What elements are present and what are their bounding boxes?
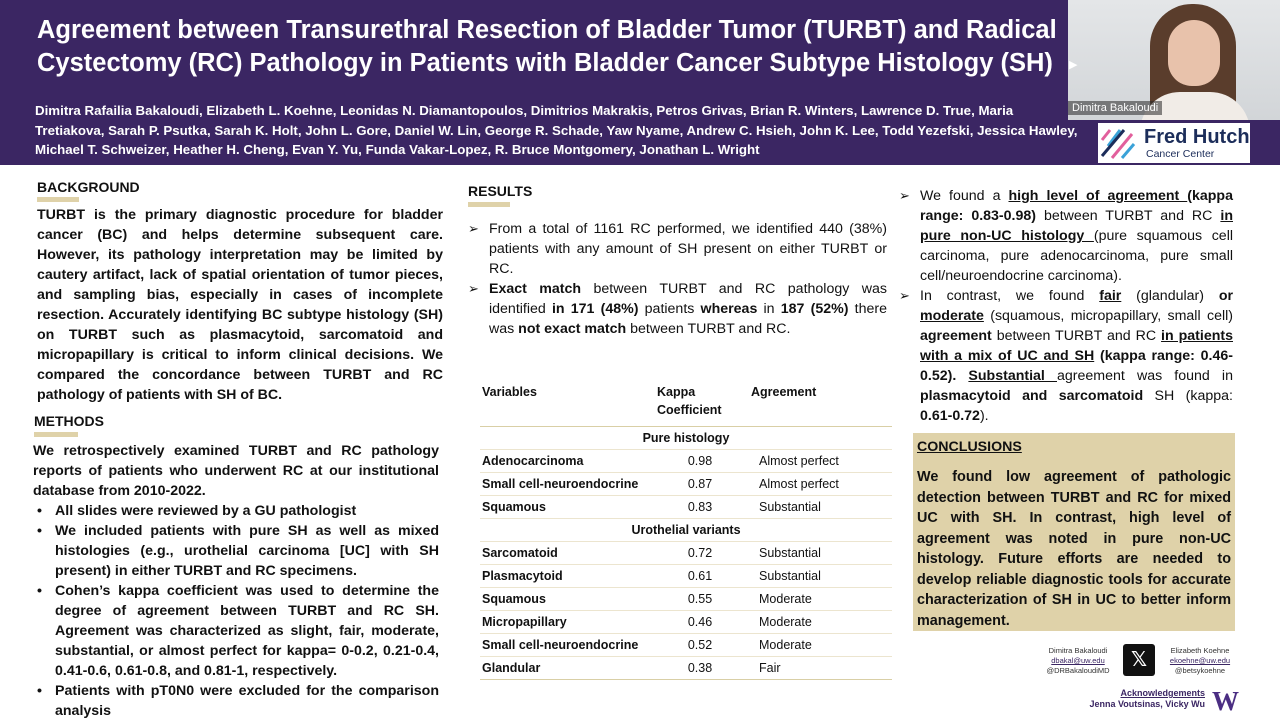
- cell-kappa: 0.55: [655, 587, 745, 610]
- finding-text: in patients with a mix of UC and SH: [920, 328, 1233, 364]
- presenter-video[interactable]: [1068, 0, 1280, 120]
- cell-agreement: Almost perfect: [745, 472, 892, 495]
- finding-text: plasmacytoid and sarcomatoid: [920, 388, 1144, 404]
- acknowledgements: [1060, 688, 1205, 710]
- finding-text: between TURBT and RC: [991, 328, 1162, 344]
- acknowledgements-names: Jenna Voutsinas, Vicky Wu: [1089, 699, 1205, 709]
- results-text: whereas: [700, 301, 758, 317]
- presenter-name-label: Dimitra Bakaloudi: [1068, 101, 1162, 115]
- finding-text: (squamous, micropapillary, small cell): [983, 308, 1233, 324]
- cell-variable: Glandular: [480, 656, 655, 679]
- cell-agreement: Substantial: [745, 541, 892, 564]
- cell-kappa: 0.46: [655, 610, 745, 633]
- cell-variable: Squamous: [480, 495, 655, 518]
- table-row: [480, 472, 892, 495]
- results-item-total: ➢ From a total of 1161 RC performed, we identified 440 (38%) patients with any amount of SH present on either TURBT or RC.: [468, 219, 887, 279]
- col-agreement: Agreement: [745, 380, 892, 426]
- table-row: [480, 587, 892, 610]
- cell-variable: Adenocarcinoma: [480, 449, 655, 472]
- col-kappa-line1: Kappa: [657, 385, 696, 399]
- col-kappa: [655, 380, 745, 426]
- group-row-urothelial: [480, 518, 892, 541]
- group-label: Pure histology: [480, 426, 892, 449]
- finding-text: (kappa range: 0.83-0.98): [920, 188, 1233, 224]
- results-text: 187 (52%): [780, 301, 849, 317]
- finding-text: In contrast, we found: [920, 288, 1100, 304]
- x-twitter-icon: 𝕏: [1123, 644, 1155, 676]
- table-row: [480, 633, 892, 656]
- cell-variable: Small cell-neuroendocrine: [480, 472, 655, 495]
- methods-heading: METHODS: [34, 413, 104, 429]
- results-text: not exact match: [518, 321, 627, 337]
- results-text: between TURBT and RC pathology was identified: [489, 281, 887, 317]
- table-row: [480, 564, 892, 587]
- fred-hutch-mark-icon: [1100, 126, 1136, 160]
- finding-text: or: [1218, 288, 1233, 304]
- cell-agreement: Almost perfect: [745, 449, 892, 472]
- poster-title: Agreement between Transurethral Resection of Bladder Tumor (TURBT) and Radical Cystectomy (RC) Pathology in Patients with Bladder Cancer Subtype Histology (SH): [37, 16, 1057, 77]
- finding-text: [956, 368, 968, 384]
- methods-body: [33, 441, 439, 720]
- cell-kappa: 0.83: [655, 495, 745, 518]
- background-text: TURBT is the primary diagnostic procedure for bladder cancer (BC) and helps determine subsequent care. However, its pathology interpretation may be limited by cautery artifact, lack of spatial orientation of tumor pieces, and sampling bias, especially in cases of incomplete resection. Accurately identifying BC subtype histology (SH) on TURBT such as plasmacytoid, sarcomatoid and micropapillary is critical to inform clinical decisions. We compared the concordance between TURBT and RC pathology of patients with SH of BC.: [37, 207, 443, 403]
- table-row: [480, 449, 892, 472]
- finding-text: agreement was found in: [1057, 368, 1233, 384]
- finding-text: fair: [1099, 288, 1122, 304]
- methods-bullet: • Cohen’s kappa coefficient was used to determine the degree of agreement between TURBT and RC SH. Agreement was characterized as slight, fair, moderate, substantial, or almost perfect for kappa= 0-0.2, 0.21-0.4, 0.41-0.6, 0.61-0.8, and 0.81-1, respectively.: [33, 581, 439, 681]
- table-header-row: [480, 380, 892, 426]
- finding-text: (pure squamous cell carcinoma, pure adenocarcinoma, pure small cell/neuroendocrine carcinoma).: [920, 228, 1234, 284]
- methods-underline: [34, 432, 78, 437]
- acknowledgements-title: Acknowledgements: [1120, 688, 1205, 698]
- methods-bullet: • We included patients with pure SH as well as mixed histologies (e.g., urothelial carcinoma [UC] with SH present) in either TURBT and RC specimens.: [33, 521, 439, 581]
- contact-email-link[interactable]: ekoehne@uw.edu: [1169, 656, 1231, 665]
- results-text: between TURBT and RC.: [626, 321, 791, 337]
- cell-agreement: Fair: [745, 656, 892, 679]
- logo-name: Fred Hutch: [1144, 126, 1250, 148]
- finding-text: SH (kappa:: [1143, 388, 1233, 404]
- cell-kappa: 0.52: [655, 633, 745, 656]
- cell-kappa: 0.61: [655, 564, 745, 587]
- conclusions-box: [913, 433, 1235, 631]
- background-underline: [37, 197, 79, 202]
- results-heading: RESULTS: [468, 183, 533, 199]
- results-text: there was: [489, 301, 887, 337]
- finding-text: agreement: [920, 328, 992, 344]
- cell-agreement: Moderate: [745, 610, 892, 633]
- results-text: Exact match: [489, 281, 582, 297]
- results-text: in: [757, 301, 781, 317]
- contact-handle: @betsykoehne: [1174, 666, 1226, 675]
- table-row: [480, 610, 892, 633]
- cell-kappa: 0.98: [655, 449, 745, 472]
- cell-agreement: Substantial: [745, 495, 892, 518]
- group-row-pure: [480, 426, 892, 449]
- finding-text: between TURBT and RC: [1036, 208, 1221, 224]
- methods-bullet: • Patients with pT0N0 were excluded for the comparison analysis: [33, 681, 439, 720]
- cell-agreement: Moderate: [745, 633, 892, 656]
- table-row: [480, 495, 892, 518]
- contact-name: Dimitra Bakaloudi: [1048, 646, 1108, 655]
- finding-text: ).: [979, 408, 989, 424]
- contact-name: Elizabeth Koehne: [1170, 646, 1230, 655]
- presenter-face: [1168, 20, 1220, 86]
- cell-variable: Sarcomatoid: [480, 541, 655, 564]
- finding-text: moderate: [920, 308, 984, 324]
- col-variables: Variables: [480, 380, 655, 426]
- results-text: patients: [638, 301, 701, 317]
- finding-text: We found a: [920, 188, 1009, 204]
- methods-bullets: [33, 501, 439, 720]
- cell-variable: Small cell-neuroendocrine: [480, 633, 655, 656]
- kappa-table: [480, 380, 892, 680]
- col-kappa-line2: Coefficient: [657, 403, 722, 417]
- table-row: [480, 541, 892, 564]
- contact-handle: @DRBakaloudiMD: [1046, 666, 1110, 675]
- finding-text: Substantial: [968, 368, 1057, 384]
- table-row: [480, 656, 892, 679]
- cell-variable: Micropapillary: [480, 610, 655, 633]
- play-arrow-icon: ▶: [1069, 59, 1078, 71]
- finding-fair-moderate: [899, 286, 1233, 426]
- conclusions-heading: CONCLUSIONS: [917, 439, 1022, 455]
- group-label: Urothelial variants: [480, 518, 892, 541]
- cell-variable: Squamous: [480, 587, 655, 610]
- contact-email-link[interactable]: dbakal@uw.edu: [1051, 656, 1105, 665]
- cell-agreement: Substantial: [745, 564, 892, 587]
- findings-list: [899, 186, 1233, 426]
- conclusions-text: We found low agreement of pathologic detection between TURBT and RC for mixed UC with SH. In contrast, high level of agreement was noted in pure non-UC histology. Future efforts are needed to develop reliable diagnostic tools for accurate characterization of SH in UC to better inform management.: [917, 469, 1231, 629]
- finding-high-agreement: [899, 186, 1233, 286]
- cell-agreement: Moderate: [745, 587, 892, 610]
- fred-hutch-logo: [1098, 123, 1250, 163]
- results-text: in 171 (48%): [551, 301, 639, 317]
- finding-text: (kappa range: 0.46-0.52).: [920, 348, 1233, 384]
- cell-variable: Plasmacytoid: [480, 564, 655, 587]
- uw-w-logo-icon: W: [1212, 686, 1239, 716]
- author-list: Dimitra Rafailia Bakaloudi, Elizabeth L. Koehne, Leonidas N. Diamantopoulos, Dimitrios Makrakis, Petros Grivas, Brian R. Winters, Lawrence D. True, Maria Tretiakova, Sarah P. Psutka, Sarah K. Holt, John L. Gore, Daniel W. Lin, George R. Schade, Yaw Nyame, Andrew C. Hsieh, John K. Lee, Todd Yezefski, Jessica Hawley, Michael T. Schweizer, Heather H. Cheng, Evan Y. Yu, Funda Vakar-Lopez, R. Bruce Montgomery, Jonathan L. Wright: [35, 103, 1078, 157]
- results-list: [468, 219, 887, 339]
- results-item-match: [468, 279, 887, 339]
- finding-text: in pure non-UC histology: [920, 208, 1233, 244]
- results-underline: [468, 202, 510, 207]
- finding-text: (glandular): [1121, 288, 1219, 304]
- methods-bullet: • All slides were reviewed by a GU pathologist: [33, 501, 439, 521]
- logo-subtitle: Cancer Center: [1146, 148, 1215, 160]
- cell-kappa: 0.38: [655, 656, 745, 679]
- background-heading: BACKGROUND: [37, 179, 140, 195]
- finding-text: 0.61-0.72: [920, 408, 980, 424]
- cell-kappa: 0.87: [655, 472, 745, 495]
- contact-bakaloudi: [1040, 646, 1116, 676]
- contact-koehne: [1162, 646, 1238, 676]
- finding-text: high level of agreement: [1008, 188, 1188, 204]
- methods-intro: We retrospectively examined TURBT and RC pathology reports of patients who underwent RC at our institutional database from 2010-2022.: [33, 443, 439, 499]
- cell-kappa: 0.72: [655, 541, 745, 564]
